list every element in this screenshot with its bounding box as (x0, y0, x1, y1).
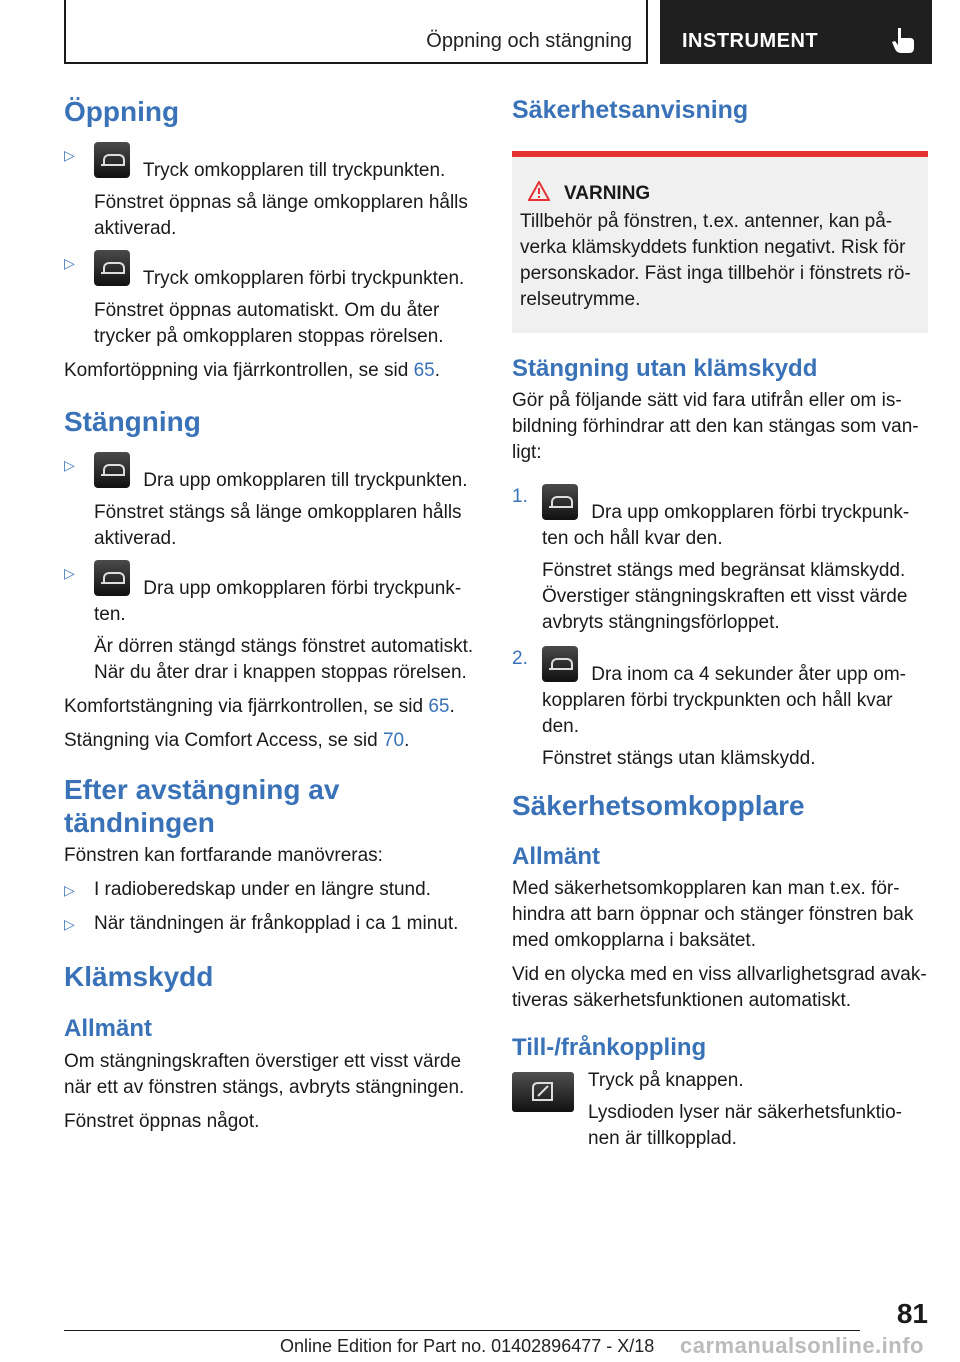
step-result: Fönstret stängs utan klämskydd. (542, 748, 816, 770)
list-item (64, 560, 476, 686)
step-result: Är dörren stängd stängs fönstret automatiskt. När du åter drar i knappen stoppas rörelsen. (94, 636, 474, 684)
footer-divider (64, 1330, 860, 1331)
step-result: Fönstret öppnas så länge omkopplaren hålls aktiverad. (94, 192, 468, 240)
step-result: Fönstret öppnas automatiskt. Om du åter trycker på omkopplaren stoppas rörelsen. (94, 300, 444, 348)
toggle-action: Tryck på knappen. (588, 1069, 744, 1091)
page-link[interactable]: 70 (382, 730, 405, 752)
pinch-paragraph: Om stängningskraften överstiger ett visst värde när ett av fönstren stängs, avbryts stängningen. (64, 1050, 465, 1098)
heading-safety-notice: Säkerhetsanvisning (512, 96, 749, 124)
pinch-paragraph: Fönstret öppnas något. (64, 1110, 260, 1132)
warning-box (512, 151, 928, 333)
step-action: Dra upp omkopplaren förbi tryckpunk-ten. (94, 578, 462, 626)
step-action: Tryck omkopplaren till tryckpunkten. (138, 160, 446, 182)
window-switch-icon (94, 250, 130, 286)
after-ignition-intro: Fönstren kan fortfarande manövreras: (64, 844, 383, 866)
step-number: 1. (512, 486, 528, 508)
step-result: Fönstret stängs så länge omkopplaren hålls aktiverad. (94, 502, 462, 550)
step-result: Fönstret stängs med begränsat klämskydd. Överstiger stängningskraften ett visst värde avbryts stängningsförloppet. (542, 560, 908, 634)
comfort-access-text: Stängning via Comfort Access, se sid 70. (64, 730, 410, 752)
comfort-closing-text: Komfortstängning via fjärrkontrollen, se sid 65. (64, 696, 455, 718)
numbered-step (512, 484, 928, 636)
step-action: Tryck omkopplaren förbi tryckpunkten. (138, 268, 465, 290)
step-action: Dra inom ca 4 sekunder åter upp om-kopplaren förbi tryckpunkten och håll kvar den. (542, 664, 906, 738)
safety-switch-button-icon (512, 1072, 574, 1112)
window-switch-icon (94, 452, 130, 488)
numbered-step (512, 646, 928, 772)
warning-label: VARNING (564, 182, 651, 204)
triangle-marker-icon: ▷ (64, 255, 75, 272)
triangle-marker-icon: ▷ (64, 147, 75, 164)
step-action: Dra upp omkopplaren förbi tryckpunk-ten och håll kvar den. (542, 502, 910, 550)
window-switch-icon (542, 646, 578, 682)
subheading-general: Allmänt (64, 1014, 153, 1042)
heading-safety-switch: Säkerhetsomkopplare (512, 790, 805, 822)
list-item (64, 911, 476, 937)
page-header (64, 0, 932, 64)
heading-toggle: Till-/frånkoppling (512, 1034, 707, 1062)
subheading-general: Allmänt (512, 842, 601, 870)
warning-header (520, 181, 914, 205)
heading-pinch-protection: Klämskydd (64, 960, 214, 992)
triangle-marker-icon: ▷ (64, 565, 75, 582)
window-switch-icon (94, 142, 130, 178)
list-text: När tändningen är frånkopplad i ca 1 minut. (94, 912, 459, 934)
step-action: Dra upp omkopplaren till tryckpunkten. (138, 470, 468, 492)
right-column (512, 96, 928, 1152)
header-section-title: Öppning och stängning (426, 30, 632, 52)
step-number: 2. (512, 648, 528, 670)
safety-switch-paragraph: Med säkerhetsomkopplaren kan man t.ex. för-hindra att barn öppnar och stänger fönstren bak med omkopplarna i baksätet. (512, 878, 914, 952)
footer-edition: Online Edition for Part no. 01402896477 - X/18 (280, 1336, 655, 1356)
warning-text: Tillbehör på fönstren, t.ex. antenner, kan på-verka klämskyddets funktion negativt. Risk för personskador. Fäst inga tillbehör i fönstrets rö-relseutrymme. (520, 210, 911, 310)
header-chapter-tab[interactable] (660, 0, 932, 64)
page-number: 81 (896, 1298, 928, 1329)
header-chapter-label: INSTRUMENT (682, 30, 819, 52)
triangle-marker-icon: ▷ (64, 881, 75, 898)
list-text: I radioberedskap under en längre stund. (94, 878, 431, 900)
list-item (64, 250, 476, 350)
triangle-marker-icon: ▷ (64, 915, 75, 932)
window-switch-icon (94, 560, 130, 596)
safety-switch-instruction (512, 1068, 928, 1152)
comfort-opening-text: Komfortöppning via fjärrkontrollen, se sid 65. (64, 360, 440, 382)
toggle-result: Lysdioden lyser när säkerhetsfunktio-nen är tillkopplad. (588, 1101, 903, 1149)
page-link[interactable]: 65 (413, 360, 435, 382)
left-column (64, 96, 476, 1143)
warning-triangle-icon (528, 181, 550, 201)
heading-after-ignition: Efter avstängning av tändningen (64, 774, 340, 838)
header-section-box (64, 0, 648, 64)
page-link[interactable]: 65 (428, 696, 450, 718)
window-switch-icon (542, 484, 578, 520)
safety-switch-paragraph: Vid en olycka med en viss allvarlighetsgrad avak-tiveras säkerhetsfunktionen automatiskt. (512, 964, 927, 1012)
list-item (64, 877, 476, 903)
pointing-hand-icon (890, 26, 916, 54)
list-item (64, 452, 476, 552)
watermark: carmanualsonline.info (680, 1333, 924, 1358)
triangle-marker-icon: ▷ (64, 457, 75, 474)
heading-closing-without-protection: Stängning utan klämskydd (512, 354, 818, 382)
heading-opening: Öppning (64, 96, 180, 127)
closing-without-intro: Gör på följande sätt vid fara utifrån eller om is-bildning förhindrar att den kan stängas som van-ligt: (512, 390, 919, 464)
list-item (64, 142, 476, 242)
heading-closing: Stängning (64, 406, 201, 438)
